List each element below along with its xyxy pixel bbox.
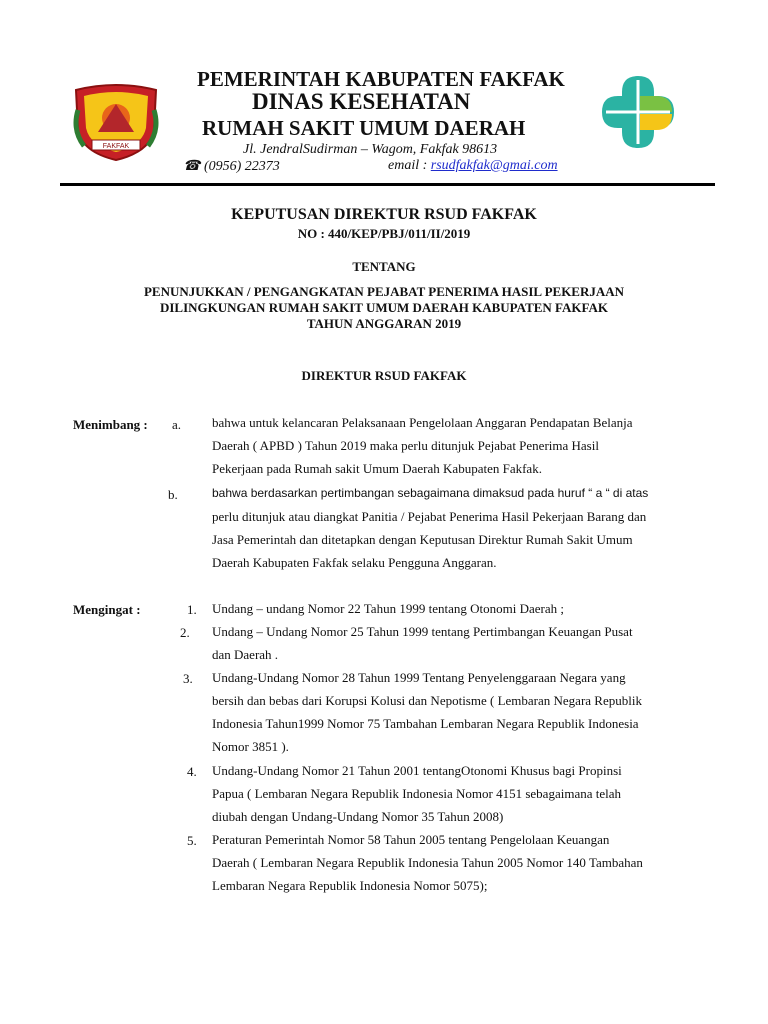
- item-marker: 4.: [187, 764, 197, 779]
- text-line: Undang – undang Nomor 22 Tahun 1999 tentang Otonomi Daerah ;: [212, 601, 564, 616]
- menimbang-item-b: [212, 482, 695, 574]
- text-line: bersih dan bebas dari Korupsi Kolusi dan Nepotisme ( Lembaran Negara Republik: [212, 693, 642, 708]
- text-line: Daerah Kabupaten Fakfak selaku Pengguna Anggaran.: [212, 555, 497, 570]
- decree-number: NO : 440/KEP/PBJ/011/II/2019: [297, 226, 471, 241]
- text-line: Daerah ( APBD ) Tahun 2019 maka perlu ditunjuk Pejabat Penerima Hasil: [212, 438, 599, 453]
- header-department: DINAS KESEHATAN: [252, 89, 471, 114]
- text-line: bahwa untuk kelancaran Pelaksanaan Pengelolaan Anggaran Pendapatan Belanja: [212, 415, 633, 430]
- item-marker: b.: [168, 487, 178, 502]
- text-line: Undang – Undang Nomor 25 Tahun 1999 tentang Pertimbangan Keuangan Pusat: [212, 624, 633, 639]
- text-line: Nomor 3851 ).: [212, 739, 289, 754]
- text-line: diubah dengan Undang-Undang Nomor 35 Tahun 2008): [212, 809, 504, 824]
- emblem-text: FAKFAK: [102, 143, 130, 150]
- item-marker: 1.: [187, 602, 197, 617]
- header-divider: [60, 183, 715, 186]
- header-government: PEMERINTAH KABUPATEN FAKFAK: [197, 67, 565, 91]
- text-line: perlu ditunjuk atau diangkat Panitia / Pejabat Penerima Hasil Pekerjaan Barang dan: [212, 509, 647, 524]
- email-link[interactable]: rsudfakfak@gmai.com: [430, 158, 558, 173]
- subject-line: DILINGKUNGAN RUMAH SAKIT UMUM DAERAH KABUPATEN FAKFAK: [159, 300, 609, 315]
- header-address: Jl. JendralSudirman – Wagom, Fakfak 98613: [243, 142, 498, 157]
- item-marker: a.: [172, 417, 182, 432]
- decree-title: KEPUTUSAN DIREKTUR RSUD FAKFAK: [231, 206, 537, 223]
- subject-line: PENUNJUKKAN / PENGANGKATAN PEJABAT PENERIMA HASIL PEKERJAAN: [143, 284, 625, 299]
- item-marker: 5.: [187, 833, 197, 848]
- header-phone: ☎ (0956) 22373: [183, 159, 280, 174]
- mengingat-item-5: [212, 828, 695, 897]
- email-label: email :: [388, 158, 431, 173]
- text-line: Peraturan Pemerintah Nomor 58 Tahun 2005 tentang Pengelolaan Keuangan: [212, 832, 610, 847]
- text-line: Lembaran Negara Republik Indonesia Nomor 5075);: [212, 878, 488, 893]
- subject-line: TAHUN ANGGARAN 2019: [306, 316, 462, 331]
- text-line: Daerah ( Lembaran Negara Republik Indonesia Tahun 2005 Nomor 140 Tambahan: [212, 855, 643, 870]
- mengingat-item-1: [212, 597, 695, 620]
- text-line: dan Daerah .: [212, 647, 279, 662]
- mengingat-item-4: [212, 759, 695, 828]
- health-ministry-logo: [598, 72, 678, 152]
- mengingat-item-2: [212, 620, 695, 666]
- menimbang-label: Menimbang :: [73, 417, 148, 432]
- tentang-heading: TENTANG: [352, 259, 416, 274]
- text-line: Papua ( Lembaran Negara Republik Indonesia Nomor 4151 sebagaimana telah: [212, 786, 621, 801]
- text-line: Pekerjaan pada Rumah sakit Umum Daerah Kabupaten Fakfak.: [212, 461, 542, 476]
- director-heading: DIREKTUR RSUD FAKFAK: [301, 368, 467, 383]
- item-marker: 3.: [183, 671, 193, 686]
- text-line: Indonesia Tahun1999 Nomor 75 Tambahan Lembaran Negara Republik Indonesia: [212, 716, 639, 731]
- text-line: Jasa Pemerintah dan ditetapkan dengan Keputusan Direktur Rumah Sakit Umum: [212, 532, 633, 547]
- text-line: bahwa berdasarkan pertimbangan sebagaimana dimaksud pada huruf “ a “ di atas: [212, 486, 649, 500]
- mengingat-item-3: [212, 666, 695, 758]
- header-hospital: RUMAH SAKIT UMUM DAERAH: [202, 116, 526, 140]
- regency-emblem-logo: [70, 80, 162, 162]
- decree-subject: [0, 284, 768, 332]
- text-line: Undang-Undang Nomor 28 Tahun 1999 Tentang Penyelenggaraan Negara yang: [212, 670, 626, 685]
- text-line: Undang-Undang Nomor 21 Tahun 2001 tentangOtonomi Khusus bagi Propinsi: [212, 763, 622, 778]
- header-email-line: [388, 158, 558, 174]
- item-marker: 2.: [180, 625, 190, 640]
- menimbang-item-a: [212, 411, 695, 480]
- mengingat-label: Mengingat :: [73, 602, 141, 617]
